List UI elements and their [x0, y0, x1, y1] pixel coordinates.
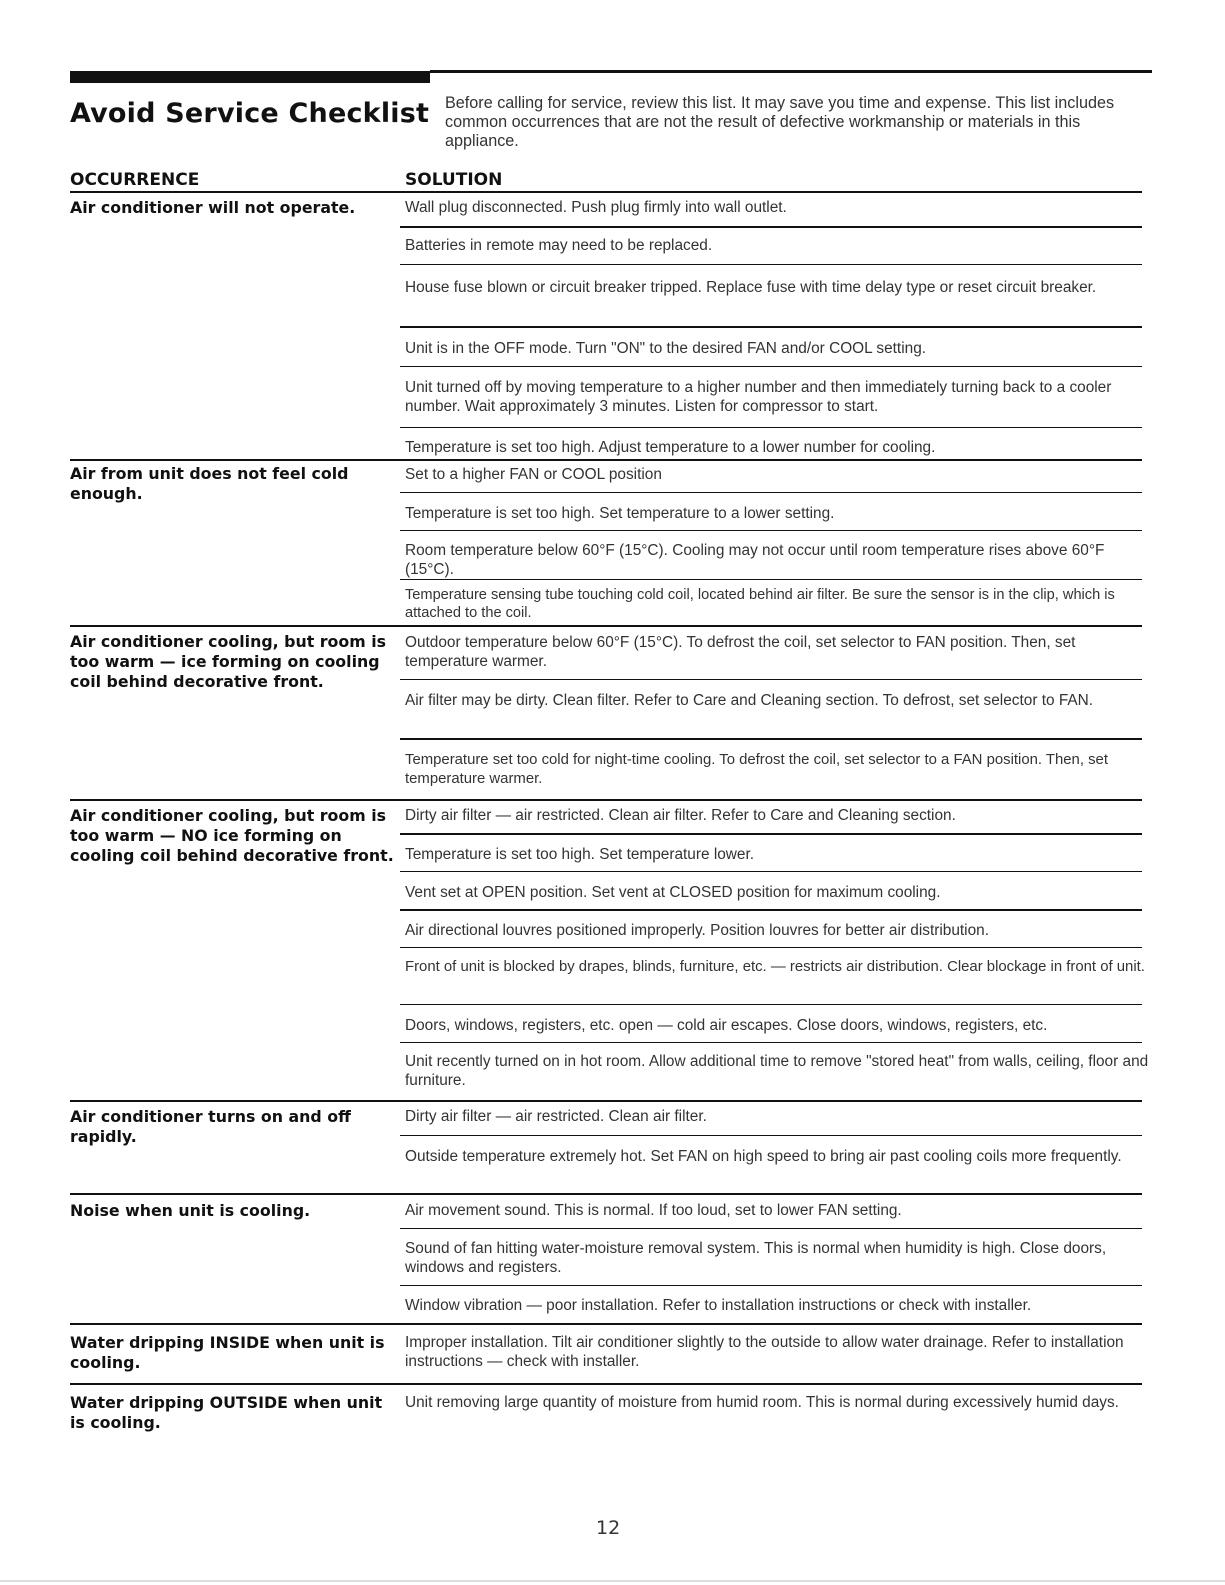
solution-divider [400, 833, 1142, 835]
occurrence-label: Air conditioner cooling, but room is too warm — NO ice forming on cooling coil behind decorative front. [70, 806, 394, 865]
solution-divider [400, 1228, 1142, 1229]
solution-item: Air movement sound. This is normal. If too loud, set to lower FAN setting. [405, 1202, 902, 1219]
solution-divider [400, 530, 1142, 531]
solution-divider [400, 871, 1142, 872]
solution-item: Temperature is set too high. Set temperature lower. [405, 846, 755, 863]
occurrence-label: Air conditioner turns on and off rapidly. [70, 1107, 351, 1146]
solution-item: Front of unit is blocked by drapes, blinds, furniture, etc. — restricts air distribution. Clear blockage in front of unit. [405, 959, 1145, 975]
solution-divider [400, 1285, 1142, 1286]
solution-item: Unit recently turned on in hot room. Allow additional time to remove "stored heat" from walls, ceiling, floor and furniture. [405, 1053, 1149, 1089]
solution-item: Air directional louvres positioned improperly. Position louvres for better air distribution. [405, 922, 989, 939]
solution-item: Temperature set too cold for night-time cooling. To defrost the coil, set selector to a FAN position. Then, set temperature warmer. [405, 752, 1108, 787]
page-title: Avoid Service Checklist [70, 98, 430, 129]
solution-item: Temperature is set too high. Adjust temperature to a lower number for cooling. [405, 439, 936, 456]
solution-item: Unit is in the OFF mode. Turn "ON" to the desired FAN and/or COOL setting. [405, 340, 927, 357]
solution-item: Batteries in remote may need to be replaced. [405, 237, 713, 254]
solution-item: Outdoor temperature below 60°F (15°C). To defrost the coil, set selector to FAN position. Then, set temperature warmer. [405, 634, 1076, 670]
solution-item: Air filter may be dirty. Clean filter. Refer to Care and Cleaning section. To defrost, set selector to FAN. [405, 692, 1094, 709]
group-divider [70, 1383, 1142, 1385]
solution-item: Temperature is set too high. Set temperature to a lower setting. [405, 505, 835, 522]
solution-divider [400, 427, 1142, 428]
solution-item: Unit turned off by moving temperature to a higher number and then immediately turning back to a cooler number. Wait approximately 3 minutes. Listen for compressor to start. [405, 379, 1112, 415]
group-divider [70, 1323, 1142, 1325]
occurrence-label: Air conditioner will not operate. [70, 198, 356, 217]
solution-item: Sound of fan hitting water-moisture removal system. This is normal when humidity is high. Close doors, windows and registers. [405, 1240, 1107, 1276]
solution-divider [400, 947, 1142, 948]
intro-text: Before calling for service, review this list. It may save you time and expense. This list includes common occurrences that are not the result of defective workmanship or materials in this appliance. [445, 94, 1115, 150]
solution-divider [400, 679, 1142, 680]
solution-item: House fuse blown or circuit breaker tripped. Replace fuse with time delay type or reset circuit breaker. [405, 279, 1097, 296]
solution-item: Unit removing large quantity of moisture from humid room. This is normal during excessively humid days. [405, 1394, 1119, 1411]
solution-divider [400, 1004, 1142, 1005]
occurrence-label: Noise when unit is cooling. [70, 1201, 311, 1220]
solution-divider [400, 492, 1142, 493]
header-rule-thin [430, 70, 1152, 73]
group-divider [70, 459, 1142, 461]
solution-item: Outside temperature extremely hot. Set FAN on high speed to bring air past cooling coils more frequently. [405, 1148, 1122, 1165]
group-divider [70, 799, 1142, 801]
solution-divider [400, 1042, 1142, 1043]
solution-divider [400, 738, 1142, 740]
solution-item: Dirty air filter — air restricted. Clean air filter. Refer to Care and Cleaning section. [405, 807, 956, 824]
header-rule-thick [70, 71, 430, 83]
occurrence-label: Water dripping OUTSIDE when unit is cooling. [70, 1393, 383, 1432]
solution-divider [400, 1135, 1142, 1136]
solution-item: Wall plug disconnected. Push plug firmly into wall outlet. [405, 199, 787, 216]
occurrence-label: Water dripping INSIDE when unit is cooling. [70, 1333, 385, 1372]
solution-divider [400, 579, 1142, 580]
column-header-occurrence: OCCURRENCE [70, 170, 200, 190]
solution-item: Vent set at OPEN position. Set vent at CLOSED position for maximum cooling. [405, 884, 941, 901]
group-divider [70, 1100, 1142, 1102]
page-edge [0, 1580, 1225, 1582]
solution-item: Room temperature below 60°F (15°C). Cooling may not occur until room temperature rises above 60°F (15°C). [405, 542, 1105, 578]
solution-divider [400, 326, 1142, 328]
solution-item: Window vibration — poor installation. Refer to installation instructions or check with installer. [405, 1297, 1032, 1314]
solution-item: Doors, windows, registers, etc. open — cold air escapes. Close doors, windows, registers, etc. [405, 1017, 1048, 1034]
page-number: 12 [596, 1517, 621, 1539]
header-underline [70, 191, 1142, 193]
solution-divider [400, 909, 1142, 911]
group-divider [70, 1193, 1142, 1195]
solution-item: Dirty air filter — air restricted. Clean air filter. [405, 1108, 707, 1125]
occurrence-label: Air from unit does not feel cold enough. [70, 464, 349, 503]
solution-item: Set to a higher FAN or COOL position [405, 466, 662, 483]
solution-item: Improper installation. Tilt air conditioner slightly to the outside to allow water drainage. Refer to installation instructions — check with installer. [405, 1334, 1124, 1370]
solution-divider [400, 366, 1142, 367]
solution-item: Temperature sensing tube touching cold coil, located behind air filter. Be sure the sensor is in the clip, which is attached to the coil. [405, 587, 1115, 621]
column-header-solution: SOLUTION [405, 170, 503, 190]
solution-divider [400, 264, 1142, 265]
occurrence-label: Air conditioner cooling, but room is too warm — ice forming on cooling coil behind decorative front. [70, 632, 387, 691]
group-divider [70, 625, 1142, 627]
solution-divider [400, 226, 1142, 228]
